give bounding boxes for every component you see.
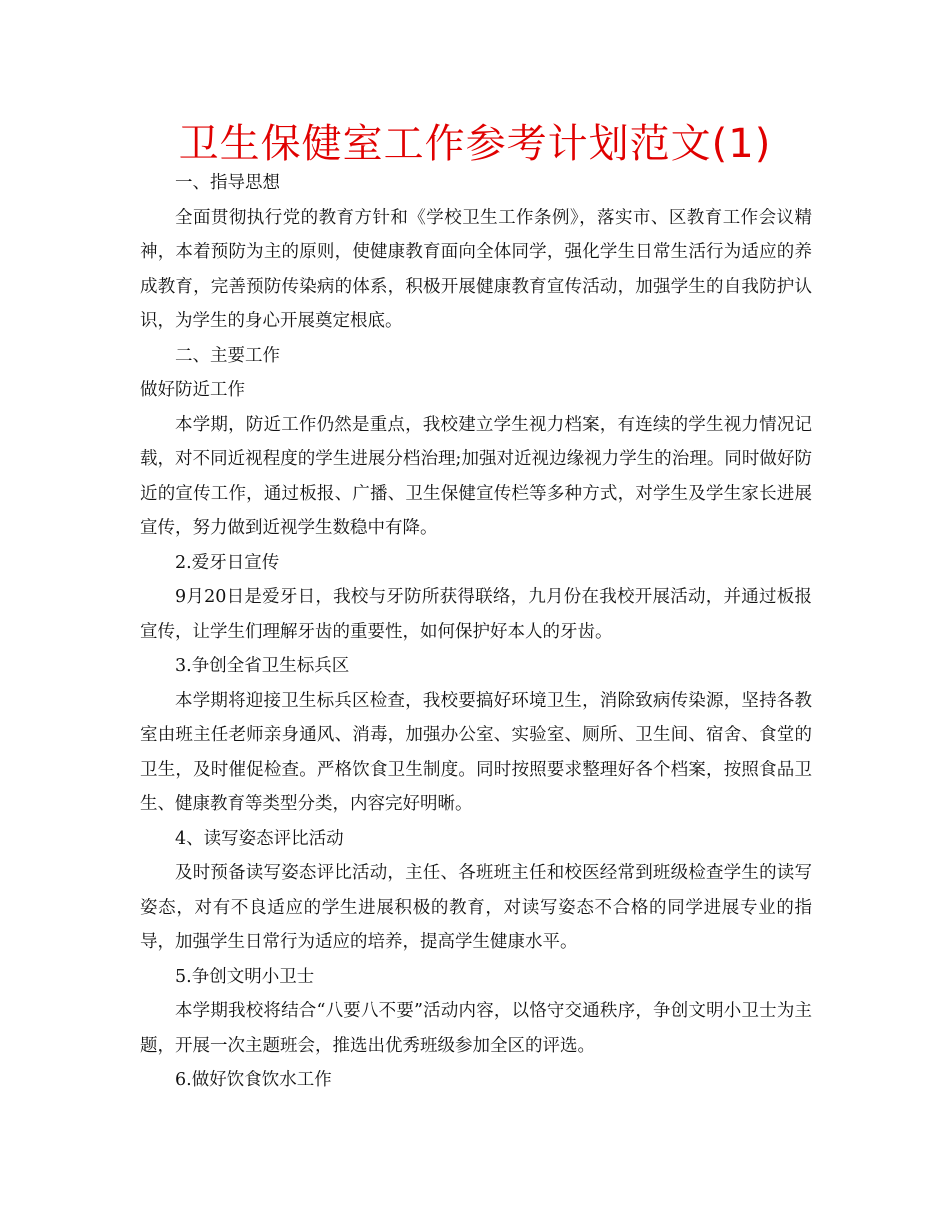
subheading-civilized-guard: 5.争创文明小卫士 [175,966,315,987]
subheading-food-water: 6.做好饮食饮水工作 [175,1070,332,1090]
heading-guiding-thought: 一、指导思想 [175,173,280,193]
paragraph-hygiene-district: 本学期将迎接卫生标兵区检查，我校要搞好环境卫生，消除致病传染源，坚持各教室由班主任老师亲身通风、消毒，加强办公室、实验室、厕所、卫生间、宿舍、食堂的卫生，及时催促检查。严格饮食卫生制度。同时按照要求整理好各个档案，按照食品卫生、健康教育等类型分类，内容完好明晰。 [140,690,812,814]
document-title: 卫生保健室工作参考计划范文(1) [178,121,772,167]
document-body [140,166,812,1098]
paragraph-myopia-prevention: 本学期，防近工作仍然是重点，我校建立学生视力档案，有连续的学生视力情况记载，对不同近视程度的学生进展分档治理;加强对近视边缘视力学生的治理。同时做好防近的宣传工作，通过板报、广播、卫生保健宣传栏等多种方式，对学生及学生家长进展宣传，努力做到近视学生数稳中有降。 [140,414,812,538]
paragraph-posture-contest: 及时预备读写姿态评比活动，主任、各班班主任和校医经常到班级检查学生的读写姿态，对有不良适应的学生进展积极的教育，对读写姿态不合格的同学进展专业的指导，加强学生日常行为适应的培养，提高学生健康水平。 [140,863,812,952]
subheading-myopia-prevention: 做好防近工作 [140,380,245,400]
subheading-teeth-day: 2.爱牙日宣传 [175,552,280,573]
subheading-hygiene-district: 3.争创全省卫生标兵区 [175,656,350,676]
paragraph-teeth-day: 9月20日是爱牙日，我校与牙防所获得联络，九月份在我校开展活动，并通过板报宣传，让学生们理解牙齿的重要性，如何保护好本人的牙齿。 [140,587,812,642]
paragraph-civilized-guard: 本学期我校将结合“八要八不要”活动内容，以恪守交通秩序，争创文明小卫士为主题，开展一次主题班会，推选出优秀班级参加全区的评选。 [140,1001,812,1056]
heading-main-work: 二、主要工作 [175,345,280,366]
paragraph-guiding-thought: 全面贯彻执行党的教育方针和《学校卫生工作条例》，落实市、区教育工作会议精神，本着预防为主的原则，使健康教育面向全体同学，强化学生日常生活行为适应的养成教育，完善预防传染病的体系，积极开展健康教育宣传活动，加强学生的自我防护认识，为学生的身心开展奠定根底。 [140,207,812,331]
subheading-posture-contest: 4、读写姿态评比活动 [175,828,344,849]
